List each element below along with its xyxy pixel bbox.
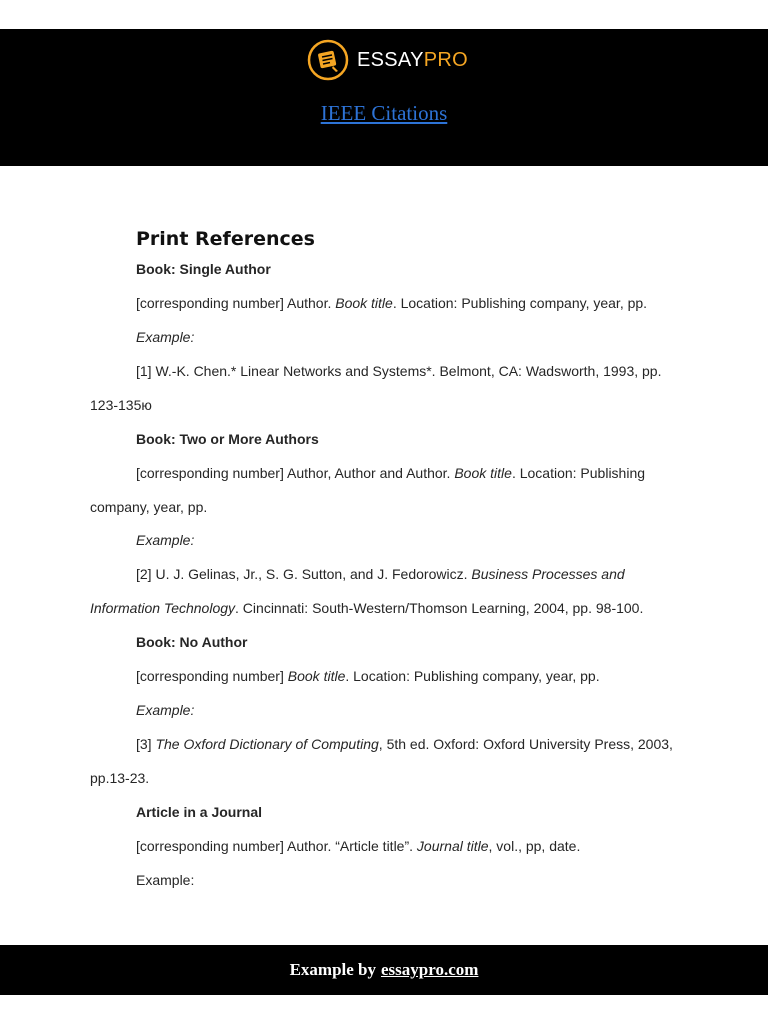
logo-wordmark: ESSAYPRO [357,48,468,71]
example-label: Example: [136,329,195,345]
example-label: Example: [136,532,195,548]
example-no-author: [3] The Oxford Dictionary of Computing, 5th ed. Oxford: Oxford University Press, 2003, [136,736,673,752]
example-single-author-cont: 123-135ю [90,397,152,413]
format-journal: [corresponding number] Author. “Article title”. Journal title, vol., pp, date. [136,838,581,854]
example-two-authors-cont: Information Technology. Cincinnati: South-Western/Thomson Learning, 2004, pp. 98-100. [90,600,644,616]
essaypro-logo[interactable] [307,38,468,82]
page-header [0,29,768,166]
logo-pencil-icon [307,39,349,81]
subheading-single-author: Book: Single Author [136,261,271,277]
example-single-author: [1] W.-K. Chen.* Linear Networks and Systems*. Belmont, CA: Wadsworth, 1993, pp. [136,363,662,379]
subheading-two-authors: Book: Two or More Authors [136,431,319,447]
format-single-author: [corresponding number] Author. Book title. Location: Publishing company, year, pp. [136,295,648,311]
footer-text: Example by [289,960,376,979]
format-two-authors: [corresponding number] Author, Author and Author. Book title. Location: Publishing [136,465,646,481]
subheading-journal: Article in a Journal [136,804,263,820]
format-no-author: [corresponding number] Book title. Location: Publishing company, year, pp. [136,668,600,684]
example-label: Example: [136,702,195,718]
page-footer [0,945,768,995]
page-title[interactable]: IEEE Citations [320,101,448,125]
example-two-authors: [2] U. J. Gelinas, Jr., S. G. Sutton, and J. Fedorowicz. Business Processes and [136,566,625,582]
subheading-no-author: Book: No Author [136,634,248,650]
footer-link[interactable]: essaypro.com [381,960,479,979]
example-label-journal: Example: [136,872,195,888]
section-heading: Print References [136,228,315,250]
example-no-author-cont: pp.13-23. [90,770,150,786]
format-two-authors-cont: company, year, pp. [90,499,208,515]
